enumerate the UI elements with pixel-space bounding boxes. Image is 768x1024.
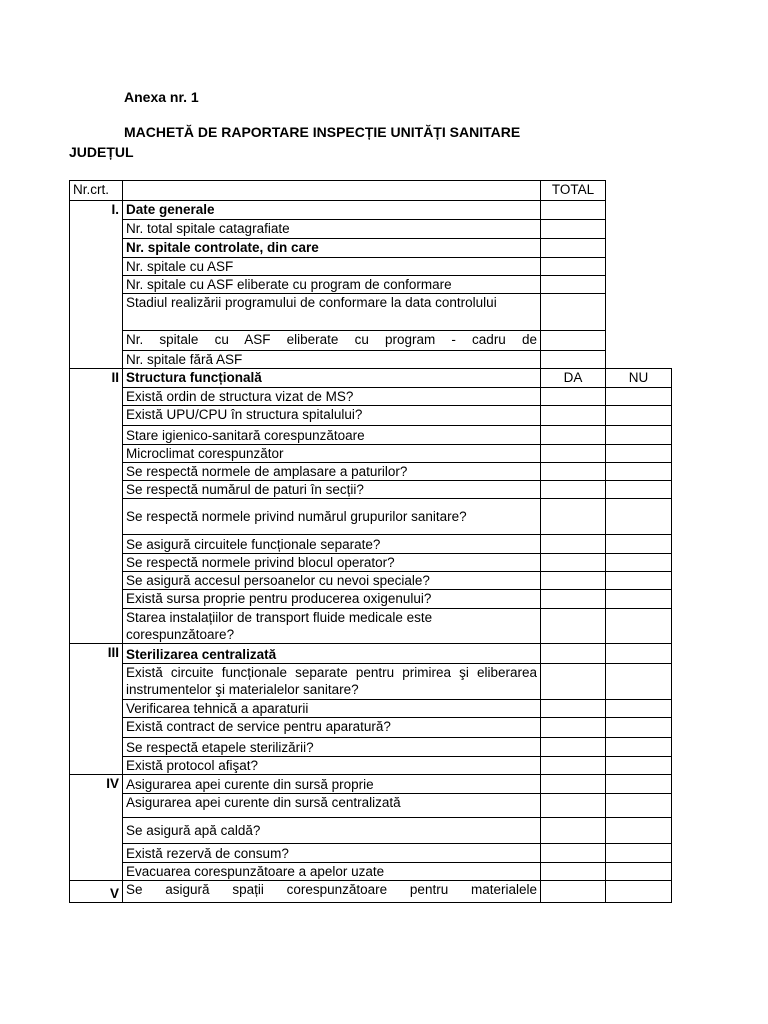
annex-label: Anexa nr. 1 (124, 89, 199, 105)
section-1-row (70, 201, 672, 220)
total-cell[interactable] (541, 258, 606, 276)
da-cell[interactable] (541, 535, 606, 554)
section-3-title: Sterilizarea centralizată (123, 644, 541, 664)
table-row (70, 718, 672, 738)
nu-cell[interactable] (606, 644, 672, 664)
table-row (70, 499, 672, 535)
empty-cell (606, 239, 672, 258)
da-cell[interactable] (541, 844, 606, 863)
row-label: Există sursa proprie pentru producerea oxigenului? (123, 590, 541, 609)
col-da-header: DA (541, 369, 606, 388)
nu-cell[interactable] (606, 499, 672, 535)
section-1-title: Date generale (123, 201, 541, 220)
da-cell[interactable] (541, 881, 606, 903)
nu-cell[interactable] (606, 700, 672, 718)
da-cell[interactable] (541, 863, 606, 881)
empty-cell (606, 276, 672, 294)
table-row (70, 331, 672, 351)
nu-cell[interactable] (606, 590, 672, 609)
nu-cell[interactable] (606, 863, 672, 881)
row-label: Nr. spitale fără ASF (123, 351, 541, 369)
table-row (70, 572, 672, 590)
da-cell[interactable] (541, 554, 606, 572)
total-cell[interactable] (541, 239, 606, 258)
nu-cell[interactable] (606, 426, 672, 445)
table-row (70, 863, 672, 881)
row-label: Se respectă etapele sterilizării? (123, 738, 541, 757)
da-cell[interactable] (541, 445, 606, 463)
nu-cell[interactable] (606, 554, 672, 572)
table-row (70, 609, 672, 644)
nu-cell[interactable] (606, 535, 672, 554)
nu-cell[interactable] (606, 881, 672, 903)
da-cell[interactable] (541, 590, 606, 609)
table-row (70, 738, 672, 757)
nu-cell[interactable] (606, 664, 672, 700)
table-row (70, 220, 672, 239)
row-label: Starea instalațiilor de transport fluide medicale este corespunzătoare? (123, 609, 541, 644)
row-label: Se respectă normele de amplasare a paturilor? (123, 463, 541, 481)
nu-cell[interactable] (606, 818, 672, 844)
row-label: Nr. spitale cu ASF eliberate cu program de conformare (123, 276, 541, 294)
row-label: Se respectă normele privind numărul grupurilor sanitare? (123, 499, 541, 535)
nu-cell[interactable] (606, 757, 672, 775)
row-label: Microclimat corespunzător (123, 445, 541, 463)
row-label: Există circuite funcționale separate pentru primirea şi eliberarea instrumentelor şi materialelor sanitare? (123, 664, 541, 700)
table-row (70, 844, 672, 863)
row-label: Nr. spitale cu ASF (123, 258, 541, 276)
table-row (70, 481, 672, 499)
nu-cell[interactable] (606, 775, 672, 794)
row-label: Nr. spitale controlate, din care (123, 239, 541, 258)
table-row (70, 463, 672, 481)
table-row (70, 276, 672, 294)
da-cell[interactable] (541, 463, 606, 481)
row-label: Nr. spitale cu ASF eliberate cu program - cadru de (123, 331, 541, 351)
row-label: Stadiul realizării programului de conformare la data controlului (123, 294, 541, 331)
total-cell[interactable] (541, 294, 606, 331)
da-cell[interactable] (541, 818, 606, 844)
nu-cell[interactable] (606, 718, 672, 738)
row-label: Există UPU/CPU în structura spitalului? (123, 406, 541, 426)
nu-cell[interactable] (606, 406, 672, 426)
da-cell[interactable] (541, 388, 606, 406)
total-cell[interactable] (541, 220, 606, 239)
row-label: Nr. total spitale catagrafiate (123, 220, 541, 239)
row-label: Se asigură apă caldă? (123, 818, 541, 844)
nu-cell[interactable] (606, 388, 672, 406)
nu-cell[interactable] (606, 794, 672, 818)
row-label: Evacuarea corespunzătoare a apelor uzate (123, 863, 541, 881)
col-nu-header: NU (606, 369, 672, 388)
section-2-number: II (70, 369, 123, 644)
da-cell[interactable] (541, 609, 606, 644)
row-label: Se asigură accesul persoanelor cu nevoi speciale? (123, 572, 541, 590)
table-row (70, 794, 672, 818)
section-2-title: Structura funcțională (123, 369, 541, 388)
row-label: Se respectă numărul de paturi în secții? (123, 481, 541, 499)
empty-cell (606, 351, 672, 369)
col-total-header: TOTAL (541, 181, 606, 201)
nu-cell[interactable] (606, 463, 672, 481)
da-cell[interactable] (541, 794, 606, 818)
da-cell[interactable] (541, 664, 606, 700)
row-label: Se respectă normele privind blocul operator? (123, 554, 541, 572)
row-label: Se asigură spații corespunzătoare pentru materialele (123, 881, 541, 903)
table-row (70, 445, 672, 463)
da-cell[interactable] (541, 644, 606, 664)
da-cell[interactable] (541, 757, 606, 775)
nu-cell[interactable] (606, 609, 672, 644)
da-cell[interactable] (541, 718, 606, 738)
document-title: MACHETĂ DE RAPORTARE INSPECȚIE UNITĂȚI SANITARE (124, 124, 521, 140)
row-label: Există ordin de structura vizat de MS? (123, 388, 541, 406)
empty-cell (606, 294, 672, 331)
da-cell[interactable] (541, 406, 606, 426)
table-row (70, 757, 672, 775)
section-4-row (70, 775, 672, 794)
section-2-row (70, 369, 672, 388)
section-3-row (70, 644, 672, 664)
row-label: Asigurarea apei curente din sursă proprie (123, 775, 541, 794)
table-row (70, 406, 672, 426)
row-label: Verificarea tehnică a aparaturii (123, 700, 541, 718)
inspection-table (69, 180, 672, 903)
total-cell[interactable] (541, 201, 606, 220)
col-nr-header: Nr.crt. (70, 181, 123, 201)
table-row (70, 664, 672, 700)
nu-cell[interactable] (606, 481, 672, 499)
section-4-number: IV (70, 775, 123, 881)
empty-cell (606, 220, 672, 239)
section-1-number: I. (70, 201, 123, 369)
da-cell[interactable] (541, 738, 606, 757)
empty-cell (606, 331, 672, 351)
empty-cell (606, 258, 672, 276)
county-label: JUDEȚUL (69, 144, 134, 160)
empty-cell (606, 201, 672, 220)
section-5-row (70, 881, 672, 903)
total-cell[interactable] (541, 331, 606, 351)
row-label: Se asigură circuitele funcționale separate? (123, 535, 541, 554)
da-cell[interactable] (541, 499, 606, 535)
table-row (70, 239, 672, 258)
row-label: Există protocol afişat? (123, 757, 541, 775)
table-row (70, 388, 672, 406)
table-row (70, 426, 672, 445)
total-cell[interactable] (541, 351, 606, 369)
col-description-header (123, 181, 541, 201)
row-label: Există contract de service pentru aparatură? (123, 718, 541, 738)
row-label: Stare igienico-sanitară corespunzătoare (123, 426, 541, 445)
nu-cell[interactable] (606, 738, 672, 757)
row-label: Asigurarea apei curente din sursă centralizată (123, 794, 541, 818)
table-row (70, 258, 672, 276)
table-row (70, 700, 672, 718)
row-label: Există rezervă de consum? (123, 844, 541, 863)
table-row (70, 294, 672, 331)
section-5-number: V (70, 881, 123, 903)
nu-cell[interactable] (606, 445, 672, 463)
table-row (70, 818, 672, 844)
nu-cell[interactable] (606, 844, 672, 863)
table-row (70, 590, 672, 609)
da-cell[interactable] (541, 775, 606, 794)
da-cell[interactable] (541, 572, 606, 590)
table-row (70, 535, 672, 554)
table-row (70, 351, 672, 369)
da-cell[interactable] (541, 426, 606, 445)
table-row (70, 554, 672, 572)
total-cell[interactable] (541, 276, 606, 294)
da-cell[interactable] (541, 700, 606, 718)
empty-cell (606, 181, 672, 201)
section-3-number: III (70, 644, 123, 775)
da-cell[interactable] (541, 481, 606, 499)
nu-cell[interactable] (606, 572, 672, 590)
table-header-row (70, 181, 672, 201)
